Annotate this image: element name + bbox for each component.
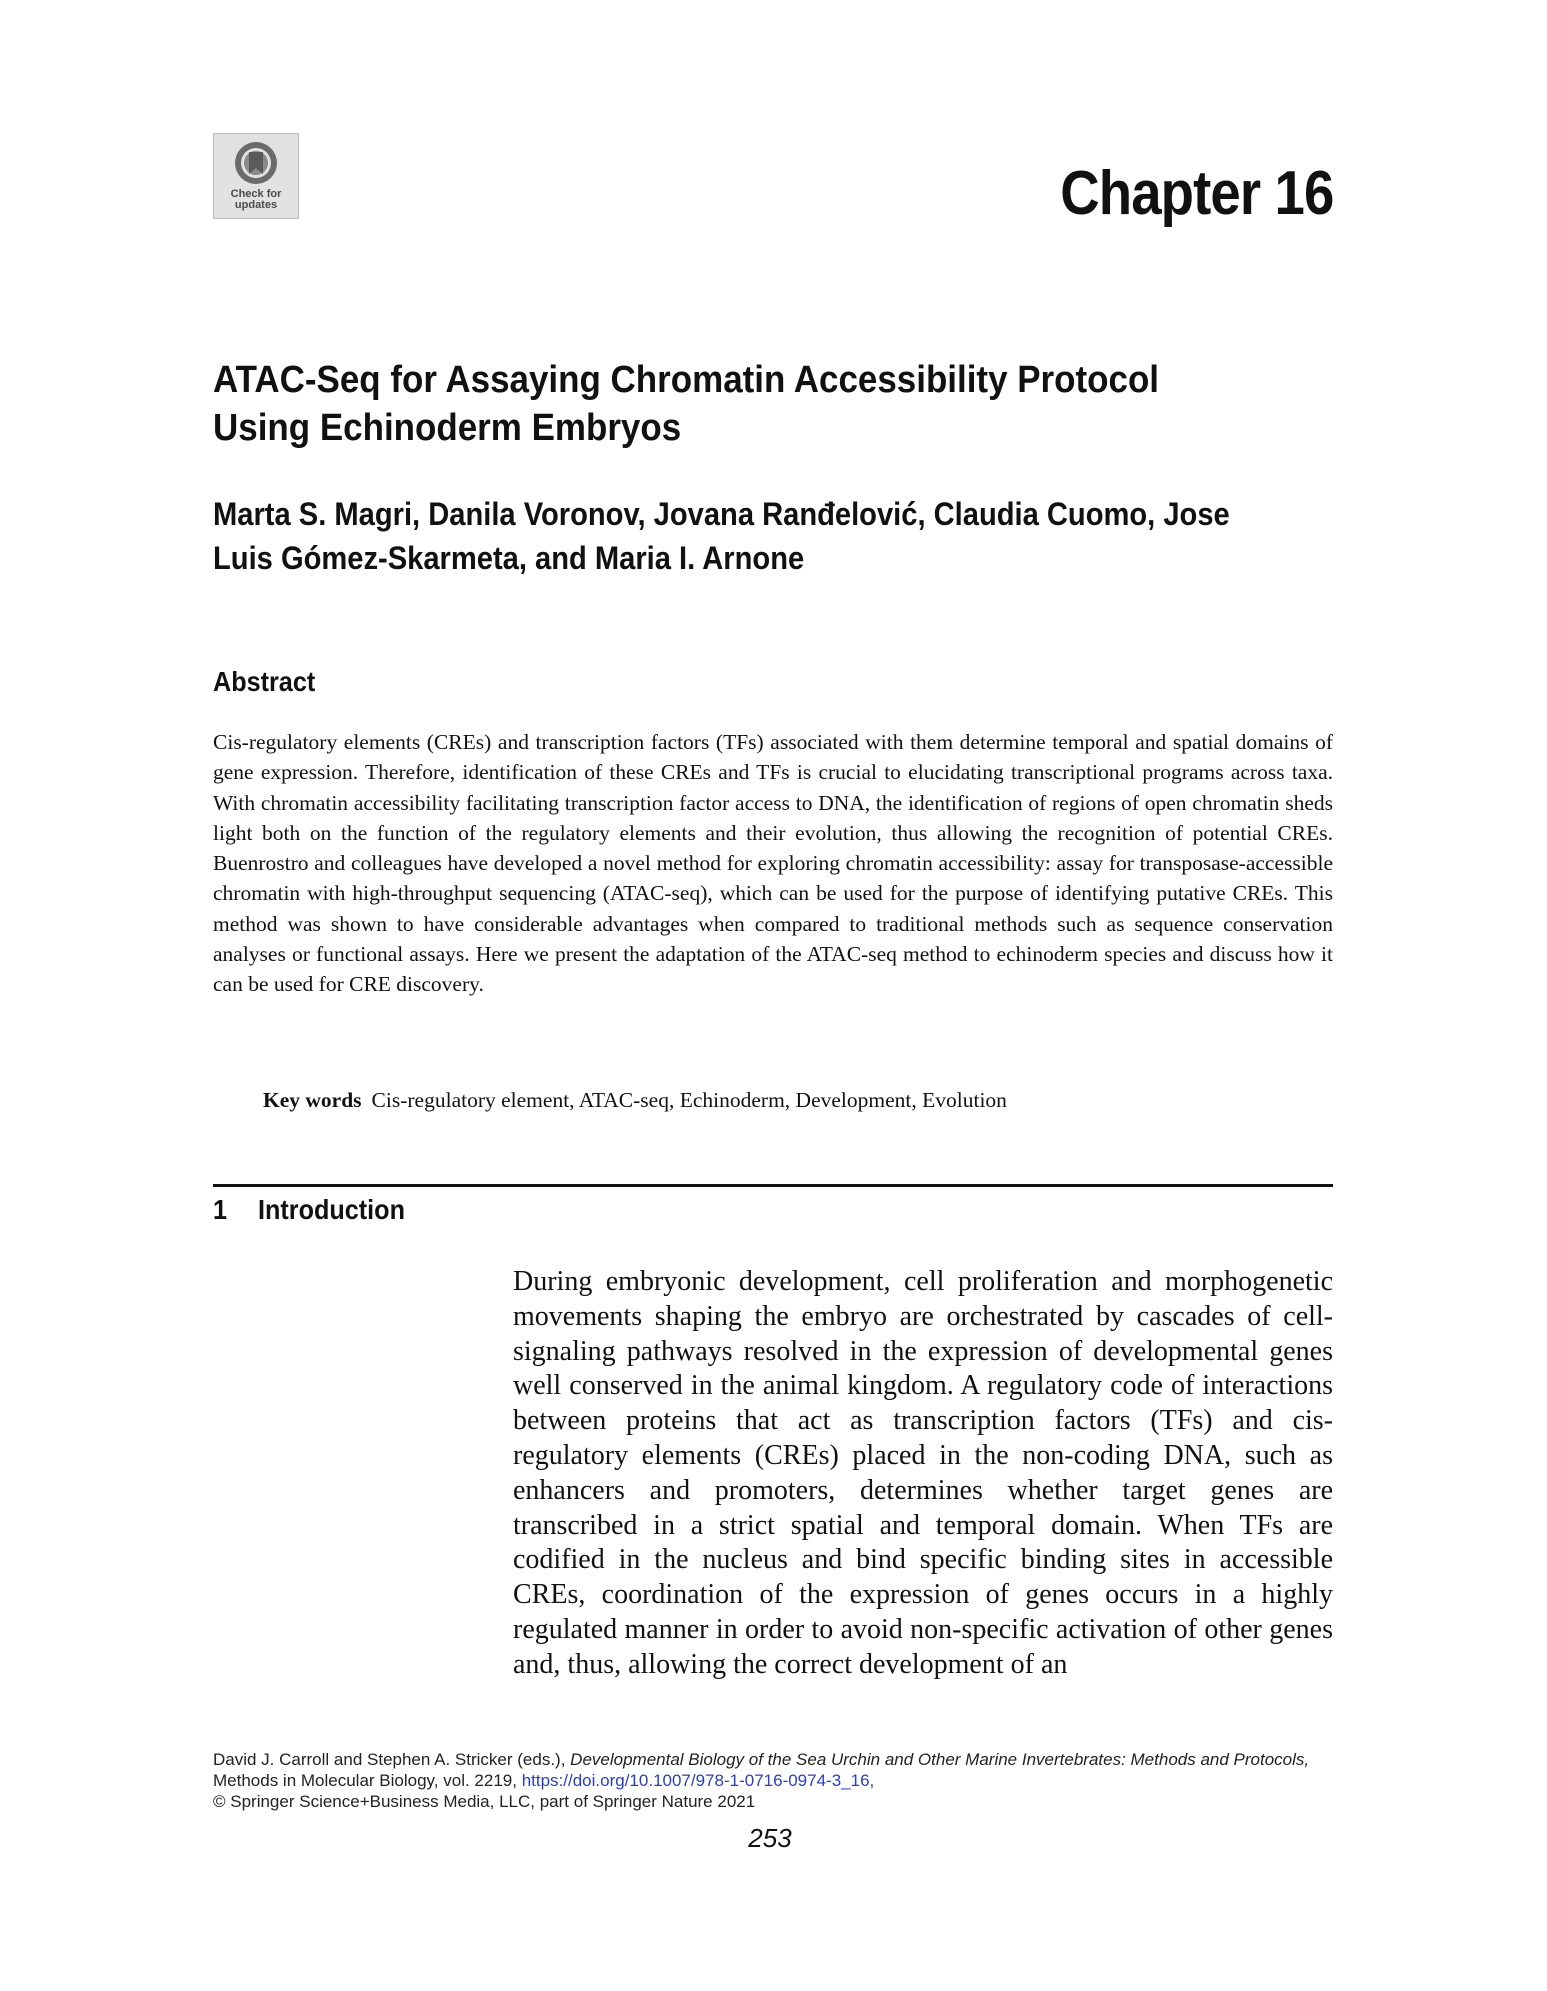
section-title: Introduction [258, 1194, 405, 1225]
keywords-text: Cis-regulatory element, ATAC-seq, Echinoderm, Development, Evolution [371, 1088, 1007, 1112]
footnote-book-title: Developmental Biology of the Sea Urchin and Other Marine Invertebrates: Methods and Protocols, [570, 1750, 1310, 1769]
page-number: 253 [748, 1823, 792, 1853]
check-for-updates-label: Check for updates [230, 188, 282, 211]
keywords-label: Key words [263, 1088, 362, 1112]
section-number: 1 [213, 1194, 228, 1225]
keywords-line [263, 1085, 1333, 1115]
author-list: Marta S. Magri, Danila Voronov, Jovana Ranđelović, Claudia Cuomo, Jose Luis Gómez-Skarmeta, and Maria I. Arnone [213, 496, 1230, 576]
chapter-label: Chapter 16 [1059, 159, 1333, 228]
abstract-text: Cis-regulatory elements (CREs) and transcription factors (TFs) associated with them determine temporal and spatial domains of gene expression. Therefore, identification of these CREs and TFs is crucial to elucidating transcriptional programs across taxa. With chromatin accessibility facilitating transcription factor access to DNA, the identification of regions of open chromatin sheds light both on the function of the regulatory elements and their evolution, thus allowing the recognition of potential CREs. Buenrostro and colleagues have developed a novel method for exploring chromatin accessibility: assay for transposase-accessible chromatin with high-throughput sequencing (ATAC-seq), which can be used for the purpose of identifying putative CREs. This method was shown to have considerable advantages when compared to traditional methods such as sequence conservation analyses or functional assays. Here we present the adaptation of the ATAC-seq method to echinoderm species and discuss how it can be used for CRE discovery. [213, 730, 1333, 997]
footnote-editors: David J. Carroll and Stephen A. Stricker (eds.), [213, 1750, 566, 1769]
footnote-copyright: © Springer Science+Business Media, LLC, part of Springer Nature 2021 [213, 1792, 756, 1811]
citation-footnote [213, 1749, 1333, 1812]
doi-link[interactable]: https://doi.org/10.1007/978-1-0716-0974-3_16, [521, 1771, 875, 1790]
check-for-updates-badge[interactable] [213, 133, 299, 219]
crossmark-bookmark-icon [233, 140, 279, 186]
footnote-series: Methods in Molecular Biology, vol. 2219, [213, 1771, 517, 1790]
abstract-heading: Abstract [213, 666, 316, 697]
article-title: ATAC-Seq for Assaying Chromatin Accessibility Protocol Using Echinoderm Embryos [213, 359, 1160, 449]
section-heading [213, 1192, 405, 1228]
section-divider [213, 1184, 1333, 1187]
introduction-paragraph: During embryonic development, cell proliferation and morphogenetic movements shaping the embryo are orchestrated by cascades of cell-signaling pathways resolved in the expression of developmental genes well conserved in the animal kingdom. A regulatory code of interactions between proteins that act as transcription factors (TFs) and cis-regulatory elements (CREs) placed in the non-coding DNA, such as enhancers and promoters, determines whether target genes are transcribed in a strict spatial and temporal domain. When TFs are codified in the nucleus and bind specific binding sites in accessible CREs, coordination of the expression of genes occurs in a highly regulated manner in order to avoid non-specific activation of other genes and, thus, allowing the correct development of an [513, 1266, 1333, 1680]
